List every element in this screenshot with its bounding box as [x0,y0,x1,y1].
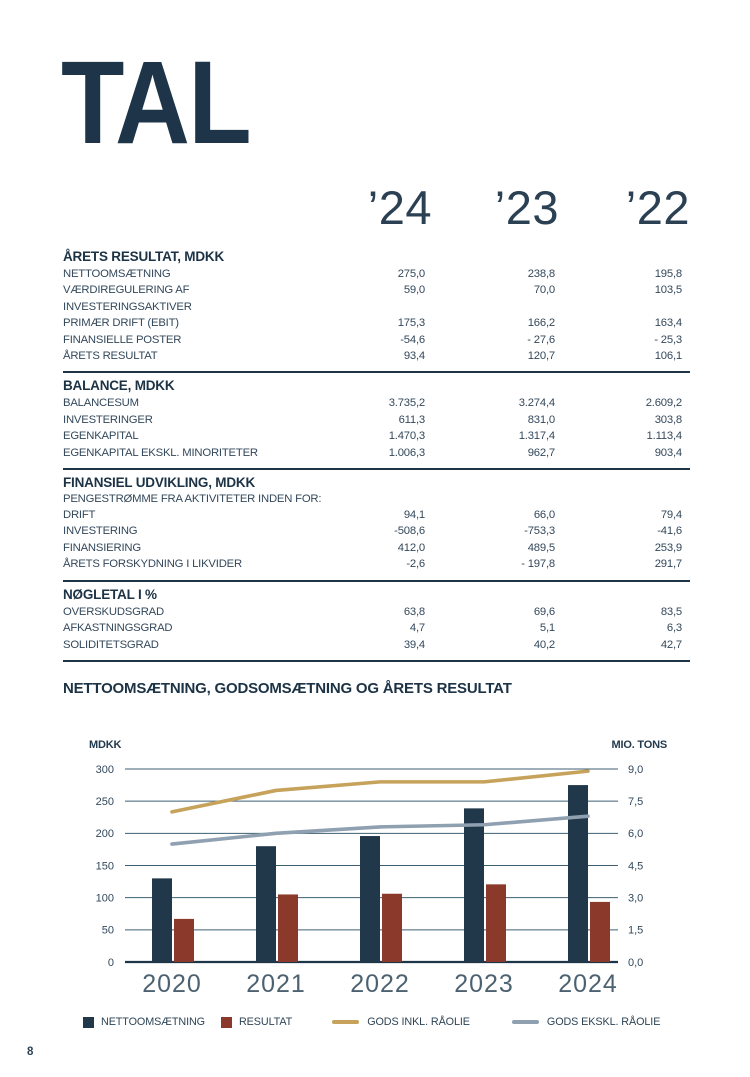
table-row [63,348,690,364]
table-section [63,468,690,580]
row-value: 303,8 [654,413,682,426]
section-subheading: PENGESTRØMME FRA AKTIVITETER INDEN FOR: [63,493,322,506]
x-axis-label: 2022 [350,970,410,998]
row-value: 412,0 [397,541,425,554]
bar-resultat-2022 [382,894,402,962]
bar-resultat-2024 [590,902,610,962]
section-heading: ÅRETS RESULTAT, MDKK [63,249,224,264]
year-header: ’23 [494,181,559,234]
legend-item [83,1016,205,1028]
table-row [63,523,690,539]
row-value: 106,1 [654,350,682,363]
bar-nettoomsaetning-2022 [360,836,380,962]
row-value: 4,7 [409,622,425,635]
row-value: 70,0 [533,284,555,297]
row-label: ÅRETS FORSKYDNING I LIKVIDER [63,558,242,571]
row-value: -41,6 [657,525,682,538]
row-value: 489,5 [527,541,555,554]
row-label: ÅRETS RESULTAT [63,350,158,363]
right-axis-tick: 7,5 [628,795,644,808]
legend-label: GODS INKL. RÅOLIE [367,1016,470,1028]
left-axis-tick: 100 [95,892,114,905]
row-label: OVERSKUDSGRAD [63,605,164,618]
table-section [63,371,690,468]
left-axis-tick: 250 [95,795,114,808]
legend-item [332,1016,470,1028]
table-row [63,282,690,315]
row-label: INVESTERING [63,525,138,538]
row-value: 903,4 [654,446,682,459]
row-value: 40,2 [533,638,555,651]
combo-chart-svg [63,726,690,1002]
right-axis-tick: 3,0 [628,892,644,905]
left-axis-tick: 50 [101,924,114,937]
row-value: 611,3 [398,413,425,426]
row-value: 69,6 [533,605,555,618]
row-value: -508,6 [394,525,425,538]
table-row [63,540,690,556]
row-label: NETTOOMSÆTNING [63,268,171,280]
table-row [63,556,690,572]
row-label: FINANSIERING [63,541,141,554]
row-label: BALANCESUM [63,397,139,410]
row-value: 3.274,4 [518,397,555,410]
table-row [63,395,690,411]
bar-nettoomsaetning-2020 [152,878,172,962]
table-section [63,244,690,371]
row-value: - 27,6 [527,333,555,346]
chart-legend [83,1016,660,1028]
page-title: TAL [61,37,250,169]
legend-line-swatch [512,1020,539,1024]
line-gods-inkl-raaolie [172,771,588,812]
table-row [63,428,690,444]
bar-resultat-2021 [278,894,298,962]
table-row [63,637,690,653]
row-value: 2.609,2 [645,397,682,410]
bar-nettoomsaetning-2021 [256,846,276,962]
left-axis-tick: 200 [95,828,114,841]
row-value: 5,1 [539,622,555,635]
row-value: -54,6 [400,333,425,346]
row-value: 175,3 [397,317,425,330]
section-heading: BALANCE, MDKK [63,378,175,394]
row-value: 83,5 [660,605,682,618]
row-value: 195,8 [654,268,682,280]
x-axis-label: 2024 [558,970,618,998]
year-header: ’24 [367,181,432,234]
bar-nettoomsaetning-2023 [464,808,484,962]
bar-resultat-2023 [486,884,506,962]
chart-title: NETTOOMSÆTNING, GODSOMSÆTNING OG ÅRETS RESULTAT [63,680,512,697]
row-value: 1.006,3 [388,446,425,459]
row-value: 103,5 [654,284,682,297]
row-value: 163,4 [654,317,682,330]
row-value: 42,7 [660,638,682,651]
row-value: - 25,3 [654,333,682,346]
right-axis-tick: 6,0 [628,828,644,841]
chart [63,726,690,1002]
row-value: 962,7 [527,446,555,459]
left-axis-tick: 0 [107,956,114,969]
legend-label: GODS EKSKL. RÅOLIE [546,1016,661,1028]
row-value: 39,4 [403,638,425,651]
legend-item [512,1016,660,1028]
left-axis-tick: 300 [95,763,114,776]
legend-label: RESULTAT [238,1016,293,1028]
row-label: EGENKAPITAL [63,430,139,443]
row-value: -2,6 [406,558,425,571]
table-section [63,580,690,660]
legend-square-swatch [221,1017,232,1028]
row-value: 66,0 [533,509,555,522]
right-axis-tick: 4,5 [628,860,644,873]
right-axis-title: MIO. TONS [611,739,667,751]
financial-table [63,244,690,662]
row-value: 1.470,3 [388,430,425,443]
table-row [63,604,690,620]
row-value: 3.735,2 [388,397,425,410]
row-value: 831,0 [527,413,555,426]
x-axis-label: 2023 [454,970,514,998]
year-header: ’22 [625,181,690,234]
row-value: 1.317,4 [518,430,555,443]
row-value: 79,4 [660,509,682,522]
row-value: 238,8 [527,268,555,280]
table-row [63,445,690,461]
row-value: 120,7 [527,350,555,363]
row-label: AFKASTNINGSGRAD [63,622,173,635]
row-value: 93,4 [403,350,425,363]
row-value: 59,0 [403,284,425,297]
right-axis-tick: 0,0 [628,956,644,969]
section-heading: FINANSIEL UDVIKLING, MDKK [63,475,256,491]
row-label: FINANSIELLE POSTER [63,333,182,346]
row-label: EGENKAPITAL EKSKL. MINORITETER [63,446,258,459]
row-value: 94,1 [403,509,425,522]
row-label: PRIMÆR DRIFT (EBIT) [63,317,179,330]
row-label: DRIFT [63,509,96,522]
row-value: 275,0 [397,268,425,280]
row-value: 1.113,4 [646,430,682,443]
row-label: VÆRDIREGULERING AF INVESTERINGSAKTIVER [63,284,192,313]
row-value: 166,2 [527,317,555,330]
left-axis-tick: 150 [95,860,114,873]
table-row [63,620,690,636]
legend-line-swatch [332,1020,359,1024]
bar-resultat-2020 [174,919,194,962]
row-value: -753,3 [524,525,555,538]
page-number: 8 [27,1046,34,1058]
row-value: 291,7 [654,558,682,571]
legend-item [221,1016,292,1028]
table-row [63,412,690,428]
section-heading: NØGLETAL I % [63,586,157,602]
right-axis-tick: 9,0 [628,763,644,776]
left-axis-title: MDKK [89,739,122,751]
bar-nettoomsaetning-2024 [568,785,588,962]
table-row [63,332,690,348]
row-value: 6,3 [666,622,682,635]
row-label: INVESTERINGER [63,413,153,426]
legend-square-swatch [83,1017,94,1028]
right-axis-tick: 1,5 [628,924,644,937]
table-row [63,266,690,282]
row-value: 63,8 [403,605,425,618]
table-row [63,507,690,523]
row-value: - 197,8 [521,558,555,571]
row-value: 253,9 [654,541,682,554]
x-axis-label: 2021 [246,970,306,998]
row-label: SOLIDITETSGRAD [63,638,159,651]
x-axis-label: 2020 [142,970,202,998]
table-row [63,315,690,331]
legend-label: NETTOOMSÆTNING [101,1016,205,1028]
